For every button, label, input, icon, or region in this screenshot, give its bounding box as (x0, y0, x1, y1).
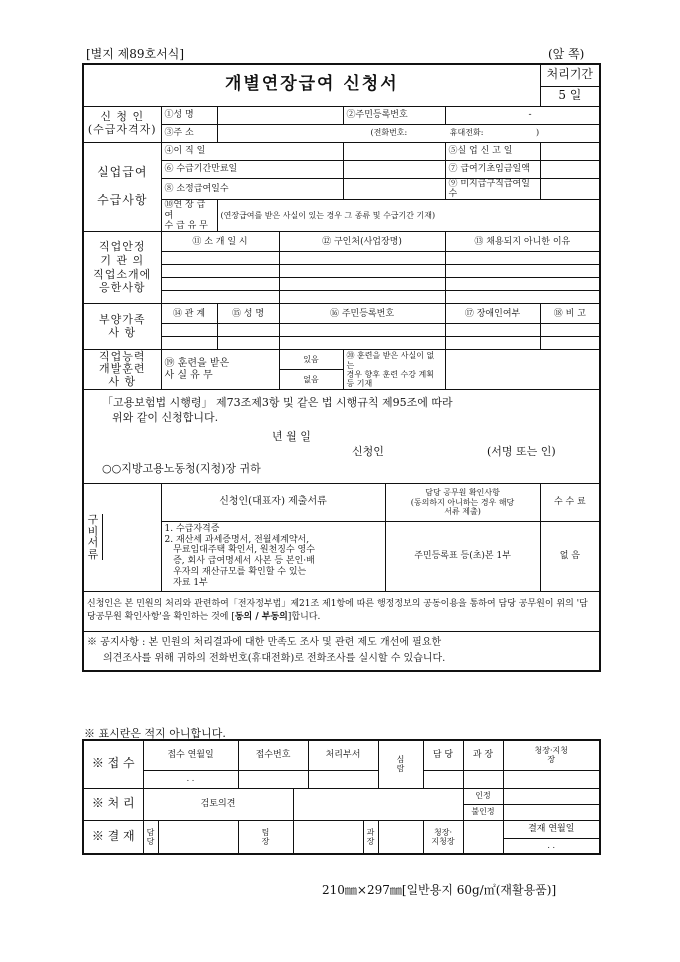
disability-header: ⑰ 장애인여부 (445, 304, 540, 324)
declaration-block (83, 390, 600, 483)
referral-cell[interactable] (445, 252, 600, 265)
applicant-docs-header: 신청인(대표자) 제출서류 (161, 483, 385, 521)
address-field[interactable] (217, 124, 600, 142)
opinion-label: 검토의견 (143, 788, 293, 820)
referral-cell[interactable] (445, 291, 600, 304)
training-section: 직업능력 개발훈련 사 항 (83, 350, 161, 390)
receipt-no-field[interactable] (238, 770, 308, 788)
employer-header: ⑫ 구인처(사업장명) (279, 232, 445, 252)
dependent-cell[interactable] (445, 337, 540, 350)
approval-staff-label: 담 당 (143, 820, 158, 854)
unemployment-report-label: ⑤실 업 신 고 일 (445, 142, 540, 160)
consent-end: ]합니다. (287, 612, 321, 623)
extended-benefit-field[interactable] (217, 200, 600, 232)
training-yes-option[interactable]: 있음 (279, 350, 343, 370)
approval-chief-label: 청장· 지청장 (423, 820, 463, 854)
staff-field[interactable] (423, 770, 463, 788)
extended-benefit-note: (연장급여를 받은 사실이 있는 경우 그 종류 및 수급기간 기재) (220, 211, 436, 221)
referral-cell[interactable] (279, 291, 445, 304)
documents-section-cell (83, 483, 161, 591)
not-hired-reason-header: ⑬ 채용되지 아니한 이유 (445, 232, 600, 252)
training-received-label: ⑲ 훈련을 받은 사 실 유 무 (161, 350, 279, 390)
dependent-cell[interactable] (445, 324, 540, 337)
office-note: ※ 표시란은 적지 아니합니다. (84, 727, 226, 740)
declaration-line2: 위와 같이 신청합니다. (112, 411, 219, 425)
noseal-field[interactable] (503, 804, 600, 820)
training-no-option[interactable]: 없음 (279, 370, 343, 390)
approval-head-field[interactable] (378, 820, 423, 854)
head-field[interactable] (463, 770, 503, 788)
chief-field[interactable] (503, 770, 600, 788)
unpaid-days-label: ⑨ 미지급구직급여일수 (445, 178, 540, 200)
referral-date-header: ⑪ 소 개 일 시 (161, 232, 279, 252)
dependent-cell[interactable] (279, 337, 445, 350)
dependent-cell[interactable] (217, 324, 279, 337)
unemployment-report-field[interactable] (540, 142, 600, 160)
processing-period: 5 일 (540, 86, 600, 106)
referral-cell[interactable] (279, 265, 445, 278)
application-form (82, 63, 601, 672)
chief-header: 청장·지청 장 (503, 740, 600, 770)
fee-value: 없 음 (540, 521, 600, 591)
training-plan-field[interactable] (445, 350, 600, 390)
phone-label: (전화번호: (370, 128, 408, 138)
benefit-expiry-label: ⑥ 수급기간만료일 (161, 160, 343, 178)
separation-date-field[interactable] (343, 142, 445, 160)
dependent-name-header: ⑮ 성 명 (217, 304, 279, 324)
referral-cell[interactable] (161, 291, 279, 304)
referral-cell[interactable] (279, 278, 445, 291)
fee-header: 수 수 료 (540, 483, 600, 521)
approval-team-field[interactable] (293, 820, 363, 854)
official-check-header: 담당 공무원 확인사항 (동의하지 아니하는 경우 해당 서류 제출) (385, 483, 540, 521)
prescribed-days-field[interactable] (343, 178, 445, 200)
dependent-cell[interactable] (540, 324, 600, 337)
name-label: ①성 명 (161, 106, 217, 124)
approval-date-header: 결재 연월일 (503, 820, 600, 838)
review-header: 심 람 (378, 740, 423, 788)
separation-date-label: ④이 직 일 (161, 142, 343, 160)
dependent-cell[interactable] (161, 337, 217, 350)
receipt-no-header: 접수번호 (238, 740, 308, 770)
unpaid-days-field[interactable] (540, 178, 600, 200)
approval-label: ※ 결 재 (83, 820, 143, 854)
rrn-separator: - (528, 109, 532, 120)
rrn-field[interactable] (445, 106, 600, 124)
dependent-cell[interactable] (540, 337, 600, 350)
declaration-line1: 「고용보험법 시행령」 제73조제3항 및 같은 법 시행규칙 제95조에 따라 (102, 396, 453, 410)
consent-choice[interactable]: 동의 / 부동의 (234, 612, 288, 623)
referral-cell[interactable] (161, 265, 279, 278)
extended-benefit-label: ⑩연 장 급 여 수 급 유 무 (161, 200, 217, 232)
official-check-item: 주민등록표 등(초)본 1부 (385, 521, 540, 591)
applicant-section: 신 청 인 (수급자격자) (83, 106, 161, 142)
seal-label: 인정 (463, 788, 503, 804)
referral-cell[interactable] (161, 278, 279, 291)
declaration-sign[interactable]: (서명 또는 인) (487, 444, 556, 458)
referral-cell[interactable] (161, 252, 279, 265)
notice-line1: ※ 공지사항 : 본 민원의 처리결과에 대한 만족도 조사 및 관련 제도 개선에 필요한 (87, 637, 442, 649)
receipt-label: ※ 접 수 (83, 740, 143, 788)
applicant-docs-list: 1. 수급자격증 2. 재산세 과세증명서, 전월세계약서, 무료임대주택 확인서, 원천징수 영수 증, 회사 급여명세서 사본 등 본인·배 우자의 재산규모를 확인할 수 있는 자료 1부 (161, 521, 385, 591)
approval-team-label: 팀 장 (238, 820, 293, 854)
opinion-field[interactable] (293, 788, 463, 820)
prescribed-days-label: ⑧ 소정급여일수 (161, 178, 343, 200)
page-side: (앞 쪽) (548, 47, 585, 61)
benefit-expiry-field[interactable] (343, 160, 445, 178)
approval-staff-field[interactable] (158, 820, 238, 854)
name-field[interactable] (217, 106, 343, 124)
approval-head-label: 과 장 (363, 820, 378, 854)
address-label: ③주 소 (161, 124, 217, 142)
form-title: 개별연장급여 신청서 (83, 64, 540, 106)
training-plan-label: ⑳ 훈련을 받은 사실이 없는 경우 향후 훈련 수강 계획 등 기재 (343, 350, 445, 390)
relation-header: ⑭ 관 계 (161, 304, 217, 324)
dependent-cell[interactable] (217, 337, 279, 350)
declaration-date: 년 월 일 (272, 429, 311, 443)
dept-header: 처리부서 (308, 740, 378, 770)
mobile-label: 휴대전화: (449, 128, 484, 138)
referral-cell[interactable] (445, 278, 600, 291)
consent-block (83, 591, 600, 631)
referral-cell[interactable] (445, 265, 600, 278)
approval-date-field[interactable]: . . (503, 838, 600, 854)
receipt-date-header: 접수 연월일 (143, 740, 238, 770)
process-label: ※ 처 리 (83, 788, 143, 820)
consent-text: 신청인은 본 민원의 처리와 관련하여「전자정부법」제21조 제1항에 따른 행정정보의 공동이용을 통하여 담당 공무원이 위의 '담당공무원 확인사항'을 확인하는 것에 [ (87, 598, 588, 623)
dept-field[interactable] (308, 770, 378, 788)
noseal-label: 불인정 (463, 804, 503, 820)
referral-cell[interactable] (279, 252, 445, 265)
base-wage-label: ⑦ 급여기초임금일액 (445, 160, 540, 178)
seal-field[interactable] (503, 788, 600, 804)
dependent-cell[interactable] (279, 324, 445, 337)
documents-section: 구 비 서 류 (84, 514, 103, 560)
referral-section: 직업안정 기 관 의 직업소개에 응한사항 (83, 232, 161, 304)
declaration-recipient: ○○지방고용노동청(지청)장 귀하 (102, 461, 261, 475)
benefit-section: 실업급여 수급사항 (83, 142, 161, 232)
staff-header: 담 당 (423, 740, 463, 770)
base-wage-field[interactable] (540, 160, 600, 178)
approval-chief-field[interactable] (463, 820, 503, 854)
office-use-table (82, 739, 601, 855)
dependent-cell[interactable] (161, 324, 217, 337)
processing-label: 처리기간 (540, 64, 600, 86)
dependent-rrn-header: ⑯ 주민등록번호 (279, 304, 445, 324)
dependents-section: 부양가족 사 항 (83, 304, 161, 350)
remarks-header: ⑱ 비 고 (540, 304, 600, 324)
paper-spec: 210㎜×297㎜[일반용지 60g/㎡(재활용품)] (322, 883, 557, 897)
close-paren: ) (535, 128, 540, 138)
notice-line2: 의견조사를 위해 귀하의 전화번호(휴대전화)로 전화조사를 실시할 수 있습니다. (103, 652, 446, 664)
declaration-applicant: 신청인 (352, 444, 384, 458)
rrn-label: ②주민등록번호 (343, 106, 445, 124)
form-number: [별지 제89호서식] (86, 47, 184, 61)
receipt-date-field[interactable]: . . (143, 770, 238, 788)
head-header: 과 장 (463, 740, 503, 770)
notice-block (83, 631, 600, 671)
